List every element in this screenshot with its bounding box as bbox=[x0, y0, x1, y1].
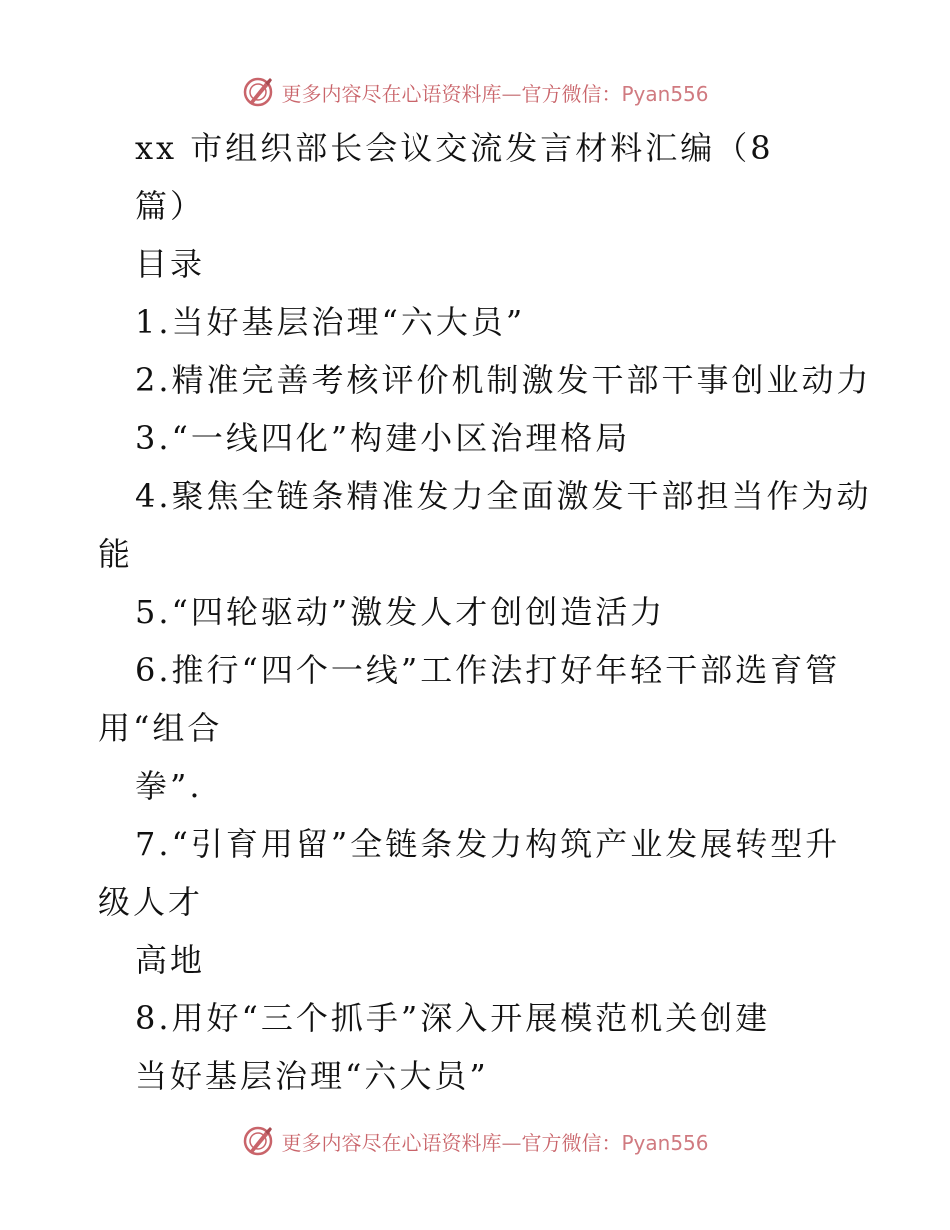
toc-heading: 目录 bbox=[135, 245, 206, 283]
section-title: 当好基层治理“六大员” bbox=[135, 1057, 489, 1095]
toc-item-7: 7.“引育用留”全链条发力构筑产业发展转型升 bbox=[135, 825, 841, 863]
toc-item-8: 8.用好“三个抓手”深入开展模范机关创建 bbox=[135, 999, 771, 1037]
toc-item-6-cont-2: 拳”. bbox=[135, 767, 203, 805]
banner-main: 更多内容尽在心语资料库 bbox=[281, 81, 502, 106]
toc-item-4: 4.聚焦全链条精准发力全面激发干部担当作为动 bbox=[135, 477, 872, 515]
banner-tail: 官方微信： bbox=[521, 1130, 622, 1155]
banner-main: 更多内容尽在心语资料库 bbox=[281, 1130, 502, 1155]
pen-seal-icon bbox=[241, 1124, 275, 1158]
footer-banner bbox=[0, 1121, 950, 1161]
banner-separator: — bbox=[501, 81, 522, 106]
toc-item-2: 2.精准完善考核评价机制激发干部干事创业动力 bbox=[135, 361, 872, 399]
toc-item-6: 6.推行“四个一线”工作法打好年轻干部选育管 bbox=[135, 651, 841, 689]
toc-item-7-cont-2: 高地 bbox=[135, 941, 206, 979]
doc-title-line-2: 篇） bbox=[135, 187, 206, 225]
toc-item-7-cont: 级人才 bbox=[98, 883, 204, 921]
toc-item-5: 5.“四轮驱动”激发人才创创造活力 bbox=[135, 593, 666, 631]
banner-text bbox=[281, 1127, 708, 1156]
banner-wechat-id: Pyan556 bbox=[621, 1130, 709, 1155]
toc-item-4-cont: 能 bbox=[98, 535, 134, 573]
doc-title-line-1: xx 市组织部长会议交流发言材料汇编（8 bbox=[135, 129, 774, 167]
banner-tail: 官方微信： bbox=[521, 81, 622, 106]
banner-wechat-id: Pyan556 bbox=[621, 81, 709, 106]
banner-separator: — bbox=[501, 1130, 522, 1155]
toc-item-1: 1.当好基层治理“六大员” bbox=[135, 303, 526, 341]
toc-item-6-cont: 用“组合 bbox=[98, 709, 223, 747]
toc-item-3: 3.“一线四化”构建小区治理格局 bbox=[135, 419, 631, 457]
